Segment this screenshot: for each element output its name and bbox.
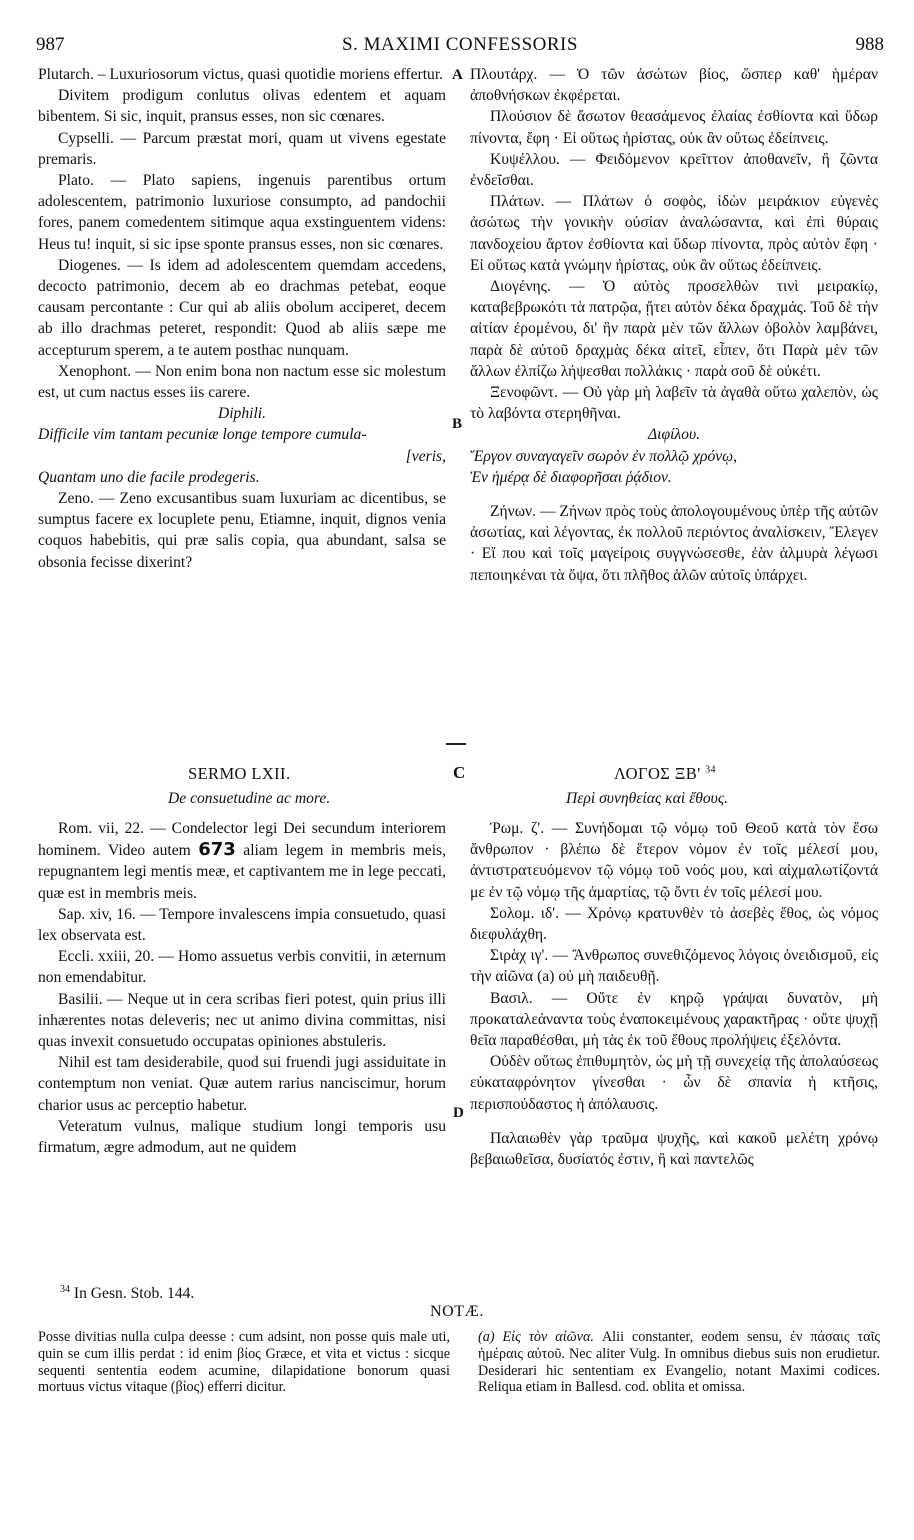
latin-paragraph: Diogenes. — Is idem ad adolescentem quemdam accedens, decocto patrimonio, decem ab eo drachmas petebat, eoque causam percontante : Cur qui ab aliis obolum acciperet, decem ab illo drachmas peteret, respondit: Quod ab aliis sæpe me accepturum sperem, a te autem posthac nunquam.: [38, 256, 446, 359]
latin-sermo-subtitle: De consuetudine ac more.: [168, 790, 331, 807]
latin-diphili-verse-2: Quantam uno die facile prodegeris.: [38, 468, 260, 486]
latin-paragraph: Plutarch. – Luxuriosorum victus, quasi quotidie moriens effertur.: [38, 66, 444, 83]
note-right: [478, 1329, 880, 1396]
latin-diphili-verse-1-cont: [veris,: [405, 447, 446, 465]
latin-paragraph: Veteratum vulnus, malique studium longi temporis usu firmatum, ægre admodum, aut ne quidem: [38, 1117, 446, 1157]
greek-paragraph: Σολομ. ιδ'. — Χρόνῳ κρατυνθὲν τὸ ἀσεβὲς ἔθος, ὡς νόμος διεφυλάχθη.: [470, 904, 878, 944]
latin-paragraph: Divitem prodigum conlutus olivas edentem et aquam bibentem. Si sic, inquit, pransus esses, non sic cœnares.: [38, 87, 446, 126]
latin-paragraph: Eccli. xxiii, 20. — Homo assuetus verbis convitii, in æternum non emendabitur.: [38, 948, 446, 987]
notes-heading: NOTÆ.: [429, 1303, 485, 1320]
latin-paragraph: Basilii. — Neque ut in cera scribas fieri potest, quin prius illi inhærentes notas deleveris; nec ut animo divina committas, nisi quas invexit consuetudo occupatas opiniones abstuleris.: [38, 990, 446, 1051]
footnote-text: In Gesn. Stob. 144.: [73, 1285, 195, 1303]
greek-paragraph: Πλάτων. — Πλάτων ὁ σοφὸς, ἰδὼν μειράκιον εὐγενὲς ἀσώτως τὴν γονικὴν οὐσίαν ἀναλώσαντα, καὶ ἐπὶ θύραις πανδοχείου ἄρτον ἐσθίοντα καὶ ὕδωρ πίνοντα, πρὸς αὐτὸν ἔφη · Εἰ οὕτως κατὰ γνώμην ἠρίστας, οὐκ ἂν οὕτως ἐδείπνεις.: [470, 193, 878, 274]
running-header: [36, 34, 884, 58]
note-right-text: (a) Εἰς τὸν αἰῶνα. Alii constanter, eodem sensu, ἐν πάσαις ταῖς ἡμέραις αὐτοῦ. Nec aliter Vulg. In omnibus diebus suis non erudietur. Desiderari hic sententiam ex Evangelio, notant Maximi codices. Reliqua etiam in Ballesd. cod. oblita et omissa.: [478, 1329, 881, 1396]
footnote: [60, 1284, 194, 1303]
greek-paragraph: Ζήνων. — Ζήνων πρὸς τοὺς ἀπολογουμένους ὑπὲρ τῆς αὐτῶν ἀσωτίας, καὶ λέγοντας, ἐκ πολλοῦ περιόντος ἀναλίσκειν, Ἔλεγεν · Εἴ που καὶ τοῖς μαγείροις συγγνώσεσθε, ἐὰν ἁλμυρὰ λέγωσι πεποιηκέναι τὰ ὄψα, ὅτι πλῆθος ἁλῶν αὐτοῖς ὑπάρχει.: [470, 503, 878, 584]
page-number-left: 987: [36, 34, 65, 55]
greek-logos-subtitle: Περὶ συνηθείας καὶ ἔθους.: [566, 790, 729, 807]
greek-paragraph: Βασιλ. — Οὔτε ἐν κηρῷ γράψαι δυνατὸν, μὴ προκαταλεάναντα τοὺς ἐναποκειμένους χαρακτῆρας · οὔτε ψυχῇ θεῖα παραθέσθαι, μὴ τὰς ἐκ τοῦ ἔθους προλήψεις ἐξελόντα.: [470, 989, 878, 1050]
latin-paragraph: Plato. — Plato sapiens, ingenuis parentibus ortum adolescentem, patrimonio luxuriose consumpto, ad pandochii fores, panem comedentem sitimque aqua exstinguentem videns: Heus tu! inquit, si sic ipse sponte pransus esses, non sic cœnares.: [38, 172, 446, 253]
margin-letter-a: A: [452, 67, 463, 83]
note-left: [38, 1329, 450, 1396]
latin-paragraph: Zeno. — Zeno excusantibus suam luxuriam ac dicentibus, se sumptus facere ex locuplete penu, Etiamne, inquit, dignos venia coquos habebitis, qui præ salis copia, qua abundant, salsa se obsonia fecisse dixerint?: [38, 490, 446, 571]
greek-column-lower: [470, 818, 878, 1170]
latin-paragraph: Rom. vii, 22. — Condelector legi Dei secundum interiorem hominem. Video autem 673 aliam legem in membris meis, repugnantem legi mentis meæ, et captivantem me in lege peccati, quæ est in membris meis.: [38, 820, 446, 902]
latin-paragraph: Xenophont. — Non enim bona non nactum esse sic molestum est, ut cum nactus esses iis carere.: [38, 362, 446, 402]
greek-diphili-verse-1: Ἔργον συναγαγεῖν σωρὸν ἐν πολλῷ χρόνῳ,: [470, 447, 738, 465]
latin-column-lower: [38, 818, 446, 1158]
greek-diphili-title: Διφίλου.: [647, 426, 701, 444]
latin-column-upper: [38, 64, 446, 573]
greek-paragraph: Διογένης. — Ὁ αὐτὸς προσελθὼν τινὶ μειρακίῳ, καταβεβρωκότι τὰ πατρῷα, ᾔτει αὐτὸν δέκα δραχμάς. Τοῦ δὲ τὴν αἰτίαν ἐρομένου, δι' ἣν παρὰ μὲν τῶν ἄλλων ὀβολὸν λαμβάνει, παρὰ δὲ αὐτοῦ δραχμὰς δέκα αἰτεῖ, εἶπεν, ὅτι Παρὰ μὲν τῶν ἄλλων ἐλπίζω λήψεσθαι πολλάκις · παρὰ σοῦ δὲ οὐκέτι.: [470, 278, 878, 380]
greek-diphili-verse-2: Ἐν ἡμέρᾳ δὲ διαφορῆσαι ῥᾴδιον.: [470, 468, 672, 486]
margin-letter-b: B: [452, 416, 463, 432]
latin-diphili-title: Diphili.: [217, 405, 267, 423]
greek-paragraph: Ῥωμ. ζ'. — Συνήδομαι τῷ νόμῳ τοῦ Θεοῦ κατὰ τὸν ἔσω ἄνθρωπον · βλέπω δὲ ἕτερον νόμον ἐν τοῖς μέλεσί μου, ἀντιστρατευόμενον τῷ νόμῳ τοῦ νοός μου, καὶ αἰχμαλωτίζοντά με ἐν τῷ νόμῳ τῆς ἁμαρτίας, τῷ ὄντι ἐν τοῖς μέλεσί μου.: [470, 820, 878, 901]
section-divider-rule: [446, 743, 466, 745]
greek-paragraph: Οὐδὲν οὕτως ἐπιθυμητὸν, ὡς μὴ τῇ συνεχείᾳ τῆς ἀπολαύσεως εὐκαταφρόνητον γίνεσθαι · ὧν δὲ σπανία ἡ κτῆσις, περισπούδαστος ἡ ἀπόλαυσις.: [470, 1053, 878, 1113]
page-number-right: 988: [855, 34, 884, 55]
greek-logos-title: ΛΟΓΟΣ ΞΒ' $^{34}$: [614, 764, 716, 783]
footnote-number: 34: [60, 1284, 70, 1295]
column-number: 673: [198, 839, 236, 861]
note-right-ref: (a) Εἰς τὸν αἰῶνα.: [478, 1329, 594, 1345]
note-left-text: Posse divitias nulla culpa deesse : cum adsint, non posse quis male uti, quin se cum illis perdat : id enim βίος Græce, et vita et victus : sicque sequenti sententia eodem acumine, dilapidatione bonorum quasi mortuus victus vitaque (βίος) efferri dicitur.: [38, 1329, 450, 1396]
greek-paragraph: Παλαιωθὲν γὰρ τραῦμα ψυχῆς, καὶ κακοῦ μελέτη χρόνῳ βεβαιωθεῖσα, δυσίατός ἐστιν, ἢ καὶ παντελῶς: [470, 1129, 878, 1169]
latin-paragraph: Nihil est tam desiderabile, quod sui fruendi jugi assiduitate in contemptum non veniat. Quæ autem rarius nanciscimur, horum charior usus ac perceptio habetur.: [38, 1054, 446, 1114]
latin-paragraph: Sap. xiv, 16. — Tempore invalescens impia consuetudo, quasi lex observata est.: [38, 905, 446, 945]
latin-sermo-title: SERMO LXII.: [188, 764, 291, 783]
latin-diphili-verse-1: Difficile vim tantam pecuniæ longe tempore cumula-: [38, 426, 367, 444]
greek-paragraph: Κυψέλλου. — Φειδόμενον κρεῖττον ἀποθανεῖν, ἢ ζῶντα ἐνδεῖσθαι.: [470, 150, 878, 190]
footnote-marker: 34: [705, 764, 716, 776]
margin-letter-d: D: [453, 1105, 464, 1121]
greek-column-upper: [470, 64, 878, 586]
greek-paragraph: Ξενοφῶντ. — Οὐ γὰρ μὴ λαβεῖν τὰ ἀγαθὰ οὕτω χαλεπὸν, ὡς τὸ λαβόντα στερηθῆναι.: [470, 384, 878, 423]
greek-paragraph: Σιρὰχ ιγ'. — Ἄνθρωπος συνεθιζόμενος λόγοις ὀνειδισμοῦ, εἰς τὴν αἰῶνα (a) οὐ μὴ παιδευθῇ.: [470, 947, 878, 986]
margin-letter-c: C: [453, 763, 466, 782]
latin-paragraph: Cypselli. — Parcum præstat mori, quam ut vivens egestate premaris.: [38, 129, 446, 168]
running-title: S. MAXIMI CONFESSORIS: [342, 34, 578, 55]
greek-paragraph: Πλουτάρχ. — Ὁ τῶν ἀσώτων βίος, ὥσπερ καθ' ἡμέραν ἀποθνήσκων ἐκφέρεται.: [470, 66, 878, 105]
greek-paragraph: Πλούσιον δὲ ἄσωτον θεασάμενος ἐλαίας ἐσθίοντα καὶ ὕδωρ πίνοντα, ἔφη · Εἰ οὕτως ἠρίστας, οὐκ ἂν οὕτως ἐδείπνεις.: [470, 108, 878, 147]
